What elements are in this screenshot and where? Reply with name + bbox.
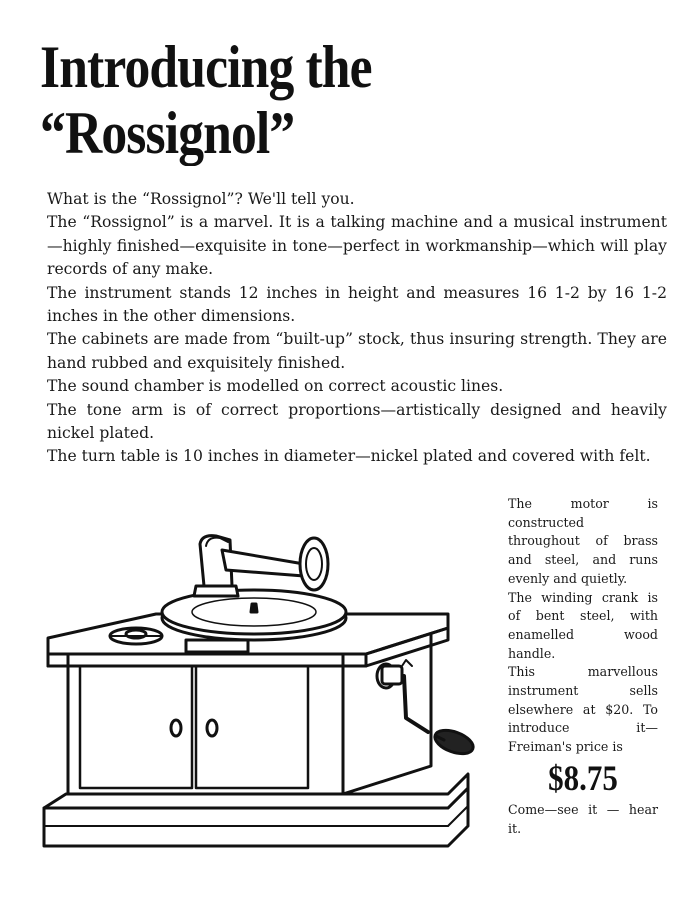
sidebar-paragraph-come-see: Come—see it — hear it. — [508, 801, 658, 836]
headline-line-1: Introducing the — [40, 34, 372, 100]
price: $8.75 — [548, 757, 618, 798]
door-knob-left — [171, 720, 181, 736]
crank-handle — [432, 726, 476, 758]
body-paragraph-intro: What is the “Rossignol”? We'll tell you. — [47, 190, 355, 208]
body-paragraph-tone-arm: The tone arm is of correct proportions—artistically designed and heavily nickel plated. — [47, 400, 667, 443]
body-paragraph-turn-table: The turn table is 10 inches in diameter—nickel plated and covered with felt. — [47, 447, 651, 466]
body-paragraph-sound-chamber: The sound chamber is modelled on correct acoustic lines. — [47, 377, 504, 396]
sidebar-paragraph-crank: The winding crank is of bent steel, with enamelled wood handle. — [508, 589, 658, 661]
phonograph-illustration — [36, 526, 486, 876]
body-paragraph-marvel: The “Rossignol” is a marvel. It is a talking machine and a musical instrument—highly finished—exquisite in tone—perfect in workmanship—which will play records of any make. — [47, 213, 667, 279]
body-paragraph-dimensions: The instrument stands 12 inches in height and measures 16 1-2 by 16 1-2 inches in the other dimensions. — [47, 283, 667, 326]
sidebar-paragraph-motor: The motor is constructed throughout of brass and steel, and runs evenly and quietly. — [508, 496, 658, 586]
nameplate — [186, 640, 248, 652]
door-knob-right — [207, 720, 217, 736]
headline — [40, 34, 372, 166]
body-copy — [47, 188, 667, 469]
headline-line-2: “Rossignol” — [40, 100, 295, 166]
sidebar-paragraph-price-intro: This marvellous instrument sells elsewhere at $20. To introduce it—Freiman's price is — [508, 664, 658, 755]
body-paragraph-cabinets: The cabinets are made from “built-up” stock, thus insuring strength. They are hand rubbed and exquisitely finished. — [47, 330, 667, 372]
sidebar-column — [508, 495, 658, 838]
